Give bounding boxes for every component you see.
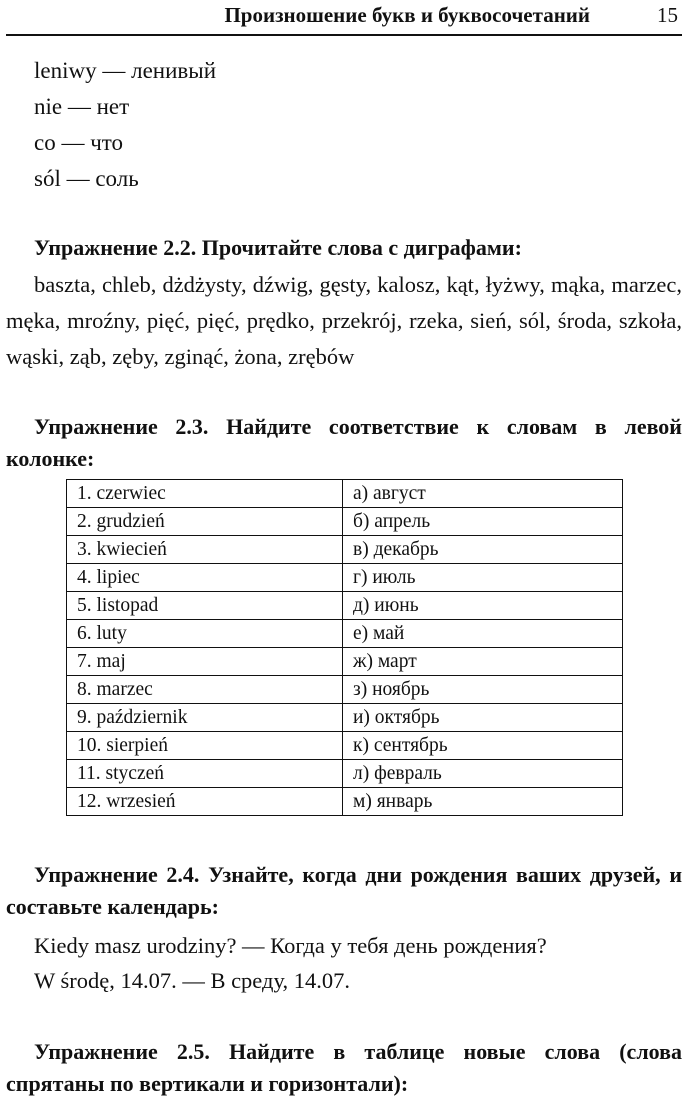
exercise-2-2-words: baszta, chleb, dżdżysty, dźwig, gęsty, kalosz, kąt, łyżwy, mąka, marzec, męka, mroźny, pięć, pięć, prędko, przekrój, rzeka, sień, sól, środa, szkoła, wąski, ząb, zęby, zginąć, żona, zrębów — [6, 272, 682, 369]
russian-month-cell: г) июль — [343, 564, 623, 592]
russian-month-cell: а) август — [343, 480, 623, 508]
table-row — [67, 620, 623, 648]
russian-month-cell: м) январь — [343, 788, 623, 816]
running-header — [6, 0, 682, 36]
table-row — [67, 592, 623, 620]
russian-month-cell: з) ноябрь — [343, 676, 623, 704]
russian-month-cell: е) май — [343, 620, 623, 648]
russian-month-cell: л) февраль — [343, 760, 623, 788]
polish-month-cell: 9. październik — [67, 704, 343, 732]
exercise-2-5-title: Упражнение 2.5. Найдите в таблице новые слова (слова спрятаны по вертикали и горизонтали): — [6, 1039, 682, 1096]
vocabulary-item: sól — соль — [34, 166, 139, 191]
exercise-2-4-answer: W środę, 14.07. — В среду, 14.07. — [34, 968, 350, 993]
polish-month-cell: 2. grudzień — [67, 508, 343, 536]
polish-month-cell: 6. luty — [67, 620, 343, 648]
polish-month-cell: 10. sierpień — [67, 732, 343, 760]
months-matching-table — [66, 479, 623, 816]
polish-month-cell: 1. czerwiec — [67, 480, 343, 508]
exercise-2-3-title: Упражнение 2.3. Найдите соответствие к словам в левой колонке: — [6, 414, 682, 471]
table-row — [67, 564, 623, 592]
exercise-2-4-title: Упражнение 2.4. Узнайте, когда дни рождения ваших друзей, и составьте календарь: — [6, 862, 682, 919]
russian-month-cell: в) декабрь — [343, 536, 623, 564]
table-row — [67, 648, 623, 676]
russian-month-cell: ж) март — [343, 648, 623, 676]
vocabulary-item: nie — нет — [34, 94, 130, 119]
page-number: 15 — [657, 3, 678, 27]
exercise-2-4-question: Kiedy masz urodziny? — Когда у тебя день рождения? — [34, 933, 547, 958]
table-row — [67, 536, 623, 564]
table-row — [67, 480, 623, 508]
table-row — [67, 788, 623, 816]
polish-month-cell: 4. lipiec — [67, 564, 343, 592]
table-row — [67, 732, 623, 760]
polish-month-cell: 7. maj — [67, 648, 343, 676]
header-title: Произношение букв и буквосочетаний — [224, 3, 590, 27]
table-row — [67, 760, 623, 788]
russian-month-cell: и) октябрь — [343, 704, 623, 732]
polish-month-cell: 8. marzec — [67, 676, 343, 704]
russian-month-cell: к) сентябрь — [343, 732, 623, 760]
polish-month-cell: 12. wrzesień — [67, 788, 343, 816]
vocabulary-list — [34, 53, 216, 197]
vocabulary-item: co — что — [34, 130, 124, 155]
vocabulary-item: leniwy — ленивый — [34, 58, 217, 83]
polish-month-cell: 11. styczeń — [67, 760, 343, 788]
table-row — [67, 676, 623, 704]
russian-month-cell: б) апрель — [343, 508, 623, 536]
polish-month-cell: 5. listopad — [67, 592, 343, 620]
russian-month-cell: д) июнь — [343, 592, 623, 620]
table-row — [67, 704, 623, 732]
table-row — [67, 508, 623, 536]
exercise-2-2-title: Упражнение 2.2. Прочитайте слова с диграфами: — [34, 235, 522, 260]
polish-month-cell: 3. kwiecień — [67, 536, 343, 564]
